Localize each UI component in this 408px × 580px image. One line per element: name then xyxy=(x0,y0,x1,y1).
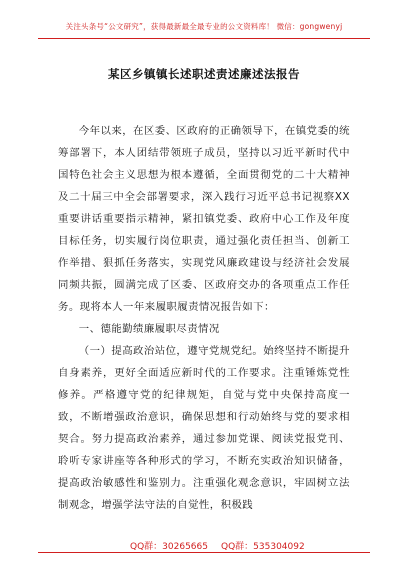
paragraph-intro: 今年以来，在区委、区政府的正确领导下，在镇党委的统筹部署下，本人团结带领班子成员，坚持以习近平新时代中国特色社会主义思想为根本遵循，全面贯彻党的二十大精神及二十届三中全会部署要求，深入践行习近平总书记视察XX重要讲话重要指示精神，紧扣镇党委、政府中心工作及年度目标任务，切实履行岗位职责，通过强化责任担当、创新工作举措、狠抓任务落实，实现党风廉政建设与经济社会发展同频共振，圆满完成了区委、区政府交办的各项重点工作任务。现将本人一年来履职履责情况报告如下： xyxy=(58,125,350,313)
footer-qq-group-1: QQ群：30265665 xyxy=(130,542,208,552)
document-body xyxy=(58,120,350,516)
document-title: 某区乡镇镇长述职述责述廉述法报告 xyxy=(108,67,300,81)
header-promo-note: 关注头条号“公文研究”，获得最新最全最专业的公文资料库！ 微信：gongwenyj xyxy=(65,22,343,31)
footer-divider xyxy=(38,552,370,553)
header-divider xyxy=(38,38,370,39)
footer xyxy=(0,539,408,553)
paragraph-political: （一）提高政治站位，遵守党规党纪。始终坚持不断提升自身素养，更好全面适应新时代的工作要求。注重锤炼党性修养。严格遵守党的纪律规矩，自觉与党中央保持高度一致，不断增强政治意识，确保思想和行动始终与党的要求相契合。努力提高政治素养，通过参加党课、阅读党报党刊、聆听专家讲座等各种形式的学习，不断充实政治知识储备，提高政治敏感性和鉴别力。注重强化观念意识，牢固树立法制观念，增强学法守法的自觉性，积极践 xyxy=(58,345,350,511)
section-heading: 一、德能勤绩廉履职尽责情况 xyxy=(78,323,220,335)
footer-qq-group-2: QQ群：535304092 xyxy=(221,542,305,552)
